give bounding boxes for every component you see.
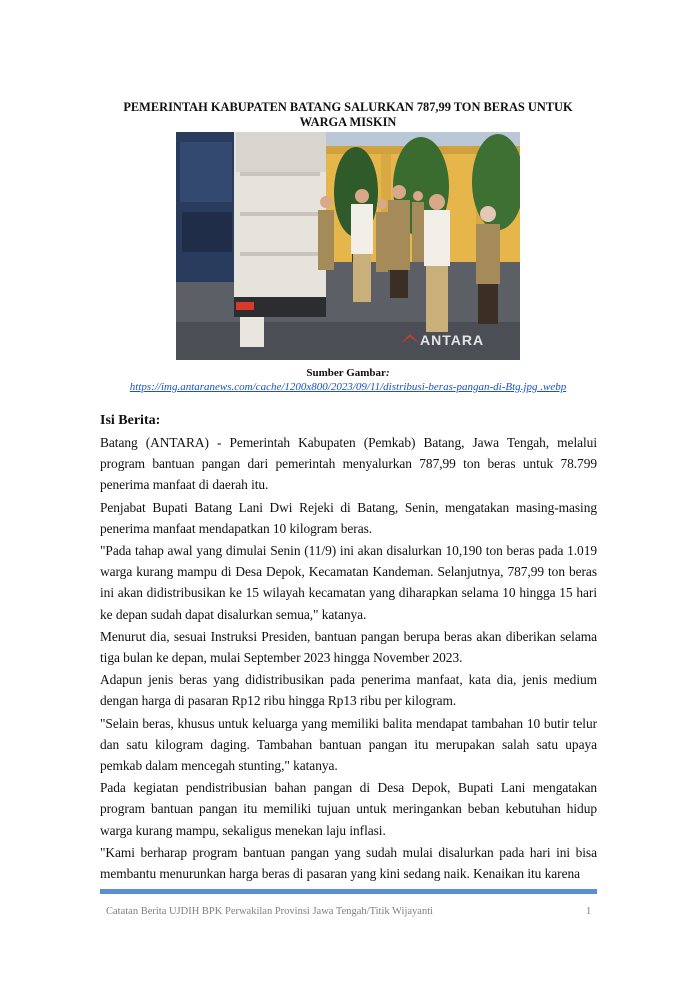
paragraph: "Kami berharap program bantuan pangan yang sudah mulai disalurkan pada hari ini bisa membantu menurunkan harga beras di pasaran yang kini sedang naik. Kenaikan itu karena: [100, 844, 597, 882]
caption-colon: :: [385, 367, 390, 379]
page-number: 1: [586, 906, 592, 917]
content-heading: Isi Berita:: [100, 413, 161, 428]
paragraph: "Pada tahap awal yang dimulai Senin (11/9) ini akan disalurkan 10,190 ton beras pada 1.019 warga kurang mampu di Desa Depok, Kecamatan Kandeman. Selanjutnya, 787,99 ton beras ini akan didistribusikan ke 15 wilayah kecamatan yang diharapkan selama 10 hingga 15 hari ke depan sudah dapat disalurkan semua," katanya.: [100, 543, 597, 622]
caption-label: Sumber Gambar: [306, 367, 386, 379]
footer-rule: [100, 889, 597, 894]
image-source-link[interactable]: https://img.antaranews.com/cache/1200x800/2023/09/11/distribusi-beras-pangan-di-Btg.jpg .webp: [129, 381, 567, 393]
footer-text: Catatan Berita UJDIH BPK Perwakilan Provinsi Jawa Tengah/Titik Wijayanti: [106, 906, 434, 917]
paragraph: Pada kegiatan pendistribusian bahan pangan di Desa Depok, Bupati Lani mengatakan program bantuan pangan itu memiliki tujuan untuk meringankan beban kebutuhan hidup warga kurang mampu, sekaligus menekan laju inflasi.: [100, 780, 597, 838]
antara-watermark: ANTARA: [420, 332, 485, 348]
paragraph: "Selain beras, khusus untuk keluarga yang memiliki balita mendapat tambahan 10 butir telur dan satu kilogram daging. Tambahan bantuan pangan itu merupakan salah satu upaya pemkab dalam mencegah stunting," katanya.: [100, 715, 597, 774]
paragraph: Adapun jenis beras yang didistribusikan pada penerima manfaat, kata dia, jenis medium dengan harga di pasaran Rp12 ribu hingga Rp13 ribu per kilogram.: [100, 672, 597, 709]
news-photo: [176, 132, 520, 360]
paragraph: Batang (ANTARA) - Pemerintah Kabupaten (Pemkab) Batang, Jawa Tengah, melalui program bantuan pangan dari pemerintah menyalurkan 787,99 ton beras untuk 78.799 penerima manfaat di daerah itu.: [100, 435, 597, 493]
image-caption: [100, 366, 596, 394]
document-title: PEMERINTAH KABUPATEN BATANG SALURKAN 787,99 TON BERAS UNTUK WARGA MISKIN: [123, 100, 573, 129]
article-content: [100, 412, 597, 885]
paragraph: Menurut dia, sesuai Instruksi Presiden, bantuan pangan berupa beras akan diberikan selama tiga bulan ke depan, mulai September 2023 hingga November 2023.: [100, 628, 597, 666]
paragraph: Penjabat Bupati Batang Lani Dwi Rejeki di Batang, Senin, mengatakan masing-masing penerima manfaat mendapatkan 10 kilogram beras.: [100, 499, 597, 536]
